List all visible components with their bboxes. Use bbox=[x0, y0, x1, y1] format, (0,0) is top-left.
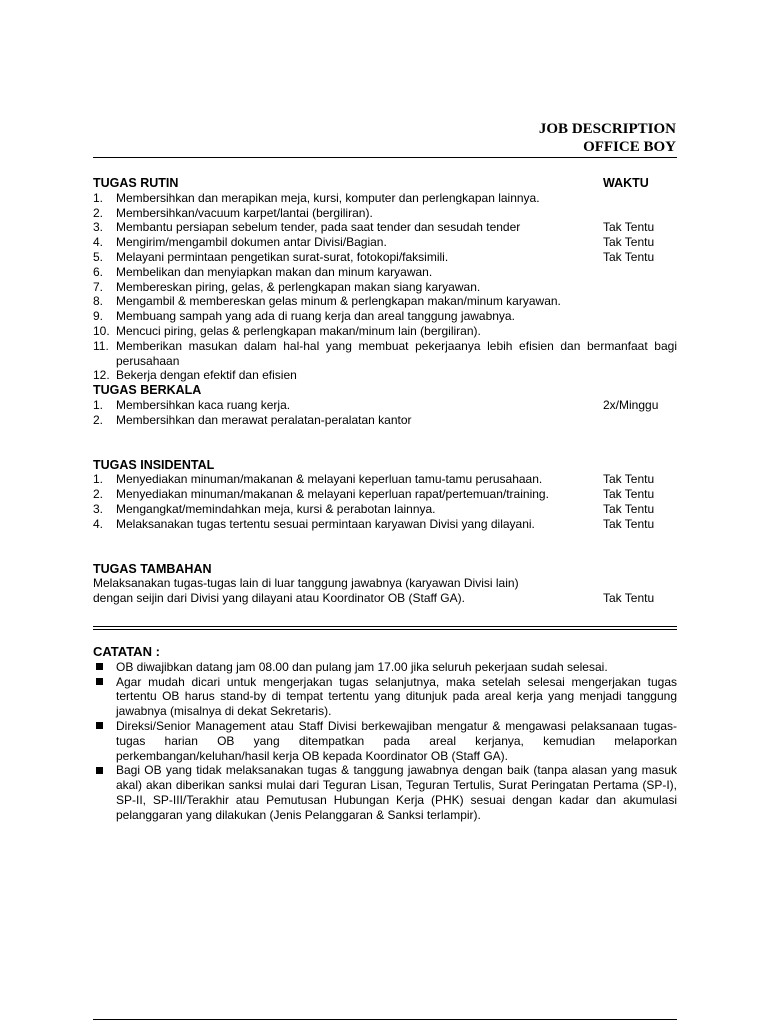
title-line-1: JOB DESCRIPTION bbox=[538, 121, 676, 137]
item-text: Melayani permintaan pengetikan surat-surat, fotokopi/faksimili. bbox=[116, 249, 449, 264]
catatan-heading: CATATAN : bbox=[93, 644, 160, 659]
square-bullet-icon bbox=[93, 660, 116, 675]
item-text: Membersihkan dan merawat peralatan-peralatan kantor bbox=[116, 412, 412, 427]
item-text: Membantu persiapan sebelum tender, pada saat tender dan sesudah tender bbox=[116, 220, 521, 235]
tugas-insidental-heading: TUGAS INSIDENTAL bbox=[93, 457, 215, 472]
catatan-text: OB diwajibkan datang jam 08.00 dan pulang jam 17.00 jika seluruh pekerjaan sudah selesai. bbox=[116, 659, 608, 674]
item-waktu: Tak Tentu bbox=[603, 501, 655, 516]
tugas-tambahan-heading: TUGAS TAMBAHAN bbox=[93, 561, 212, 576]
item-number: 2. bbox=[93, 487, 104, 502]
list-item bbox=[93, 309, 677, 324]
catatan-list bbox=[93, 660, 677, 823]
item-text: Bekerja dengan efektif dan efisien bbox=[116, 368, 297, 383]
item-waktu: Tak Tentu bbox=[603, 220, 655, 235]
item-waktu: Tak Tentu bbox=[603, 487, 655, 502]
item-number: 2. bbox=[93, 205, 104, 220]
item-number: 3. bbox=[93, 220, 104, 235]
list-item bbox=[93, 265, 677, 280]
item-number: 4. bbox=[93, 235, 104, 250]
item-number: 4. bbox=[93, 516, 104, 531]
tugas-section bbox=[93, 176, 677, 606]
list-item bbox=[93, 206, 677, 221]
item-text: Menyediakan minuman/makanan & melayani keperluan tamu-tamu perusahaan. bbox=[116, 472, 543, 487]
list-item bbox=[93, 220, 677, 235]
catatan-section bbox=[93, 645, 677, 823]
item-number: 1. bbox=[93, 190, 104, 205]
list-item bbox=[93, 472, 677, 487]
item-text: Memberikan masukan dalam hal-hal yang membuat pekerjaanya lebih efisien dan bermanfaat bagi perusahaan bbox=[116, 338, 677, 368]
item-waktu: Tak Tentu bbox=[603, 235, 655, 250]
item-number: 1. bbox=[93, 472, 104, 487]
item-text: Membereskan piring, gelas, & perlengkapan makan siang karyawan. bbox=[116, 279, 481, 294]
list-item bbox=[93, 502, 677, 517]
list-item bbox=[93, 294, 677, 309]
item-number: 11. bbox=[93, 338, 109, 353]
item-waktu: Tak Tentu bbox=[603, 516, 655, 531]
item-number: 7. bbox=[93, 279, 104, 294]
list-item bbox=[93, 398, 677, 413]
item-waktu: 2x/Minggu bbox=[603, 397, 659, 412]
square-bullet-icon bbox=[93, 675, 116, 719]
item-number: 8. bbox=[93, 294, 104, 309]
item-text: Membuang sampah yang ada di ruang kerja dan areal tanggung jawabnya. bbox=[116, 309, 515, 324]
square-bullet-icon bbox=[93, 763, 116, 822]
item-text: Melaksanakan tugas tertentu sesuai permintaan karyawan Divisi yang dilayani. bbox=[116, 516, 535, 531]
item-waktu: Tak Tentu bbox=[603, 249, 655, 264]
tugas-berkala-heading: TUGAS BERKALA bbox=[93, 383, 202, 398]
item-text: Mengangkat/memindahkan meja, kursi & perabotan lainnya. bbox=[116, 501, 436, 516]
item-number: 10. bbox=[93, 323, 110, 338]
catatan-text: Bagi OB yang tidak melaksanakan tugas & tanggung jawabnya dengan baik (tanpa alasan yang masuk akal) akan diberikan sanksi mulai dari Teguran Lisan, Teguran Tertulis, Surat Peringatan Pertama (SP-I), SP-II, SP-III/Terakhir atau Pemutusan Hubungan Kerja (PHK) sesuai dengan kadar dan akumulasi pelanggaran yang dilakukan (Jenis Pelanggaran & Sanksi terlampir). bbox=[116, 763, 677, 822]
list-item bbox=[93, 517, 677, 532]
header-rule bbox=[93, 157, 677, 158]
item-number: 12. bbox=[93, 368, 110, 383]
list-item bbox=[93, 191, 677, 206]
title-line-2: OFFICE BOY bbox=[583, 139, 676, 155]
item-text: Membelikan dan menyiapkan makan dan minum karyawan. bbox=[116, 264, 433, 279]
catatan-item bbox=[93, 675, 677, 719]
catatan-text: Agar mudah dicari untuk mengerjakan tugas selanjutnya, maka setelah selesai mengerjakan tugas tertentu OB harus stand-by di tempat tertentu yang ditunjuk pada areal kerja yang menjadi tanggung jawabnya (misalnya di dekat Sekretaris). bbox=[116, 674, 677, 719]
item-text: Membersihkan/vacuum karpet/lantai (bergiliran). bbox=[116, 205, 373, 220]
tugas-insidental-list bbox=[93, 472, 677, 531]
tugas-rutin-heading: TUGAS RUTIN WAKTU bbox=[93, 176, 649, 190]
item-number: 2. bbox=[93, 412, 104, 427]
item-number: 6. bbox=[93, 264, 104, 279]
tugas-tambahan-waktu: Tak Tentu bbox=[603, 591, 655, 606]
waktu-heading: WAKTU bbox=[603, 176, 649, 190]
tugas-rutin-list bbox=[93, 191, 677, 383]
item-text: Mengirim/mengambil dokumen antar Divisi/Bagian. bbox=[116, 235, 387, 250]
item-number: 5. bbox=[93, 249, 104, 264]
catatan-item bbox=[93, 719, 677, 763]
item-number: 1. bbox=[93, 397, 104, 412]
item-text: Membersihkan dan merapikan meja, kursi, komputer dan perlengkapan lainnya. bbox=[116, 190, 540, 205]
item-text: Menyediakan minuman/makanan & melayani keperluan rapat/pertemuan/training. bbox=[116, 487, 549, 502]
tugas-tambahan-line-1: Melaksanakan tugas-tugas lain di luar tanggung jawabnya (karyawan Divisi lain) bbox=[93, 576, 519, 591]
list-item bbox=[93, 487, 677, 502]
list-item bbox=[93, 235, 677, 250]
catatan-item bbox=[93, 763, 677, 822]
item-text: Membersihkan kaca ruang kerja. bbox=[116, 397, 291, 412]
item-text: Mengambil & membereskan gelas minum & perlengkapan makan/minum karyawan. bbox=[116, 294, 561, 309]
list-item bbox=[93, 280, 677, 295]
list-item bbox=[93, 250, 677, 265]
document-title bbox=[539, 120, 676, 156]
list-item bbox=[93, 324, 677, 339]
item-text: Mencuci piring, gelas & perlengkapan makan/minum lain (bergiliran). bbox=[116, 323, 481, 338]
catatan-rule bbox=[93, 626, 677, 630]
item-waktu: Tak Tentu bbox=[603, 472, 655, 487]
item-number: 3. bbox=[93, 501, 104, 516]
list-item bbox=[93, 413, 677, 428]
catatan-item bbox=[93, 660, 677, 675]
tugas-tambahan-line-2: dengan seijin dari Divisi yang dilayani atau Koordinator OB (Staff GA). Tak Tentu bbox=[93, 591, 655, 606]
item-number: 9. bbox=[93, 309, 104, 324]
list-item bbox=[93, 339, 677, 369]
footer-rule bbox=[93, 1019, 677, 1020]
tugas-berkala-list bbox=[93, 398, 677, 428]
list-item bbox=[93, 368, 677, 383]
square-bullet-icon bbox=[93, 719, 116, 763]
catatan-text: Direksi/Senior Management atau Staff Divisi berkewajiban mengatur & mengawasi pelaksanaan tugas-tugas harian OB yang ditempatkan pada areal kerjanya, kemudian melaporkan perkembangan/keluhan/hasil kerja OB kepada Koordinator OB (Staff GA). bbox=[116, 718, 677, 763]
